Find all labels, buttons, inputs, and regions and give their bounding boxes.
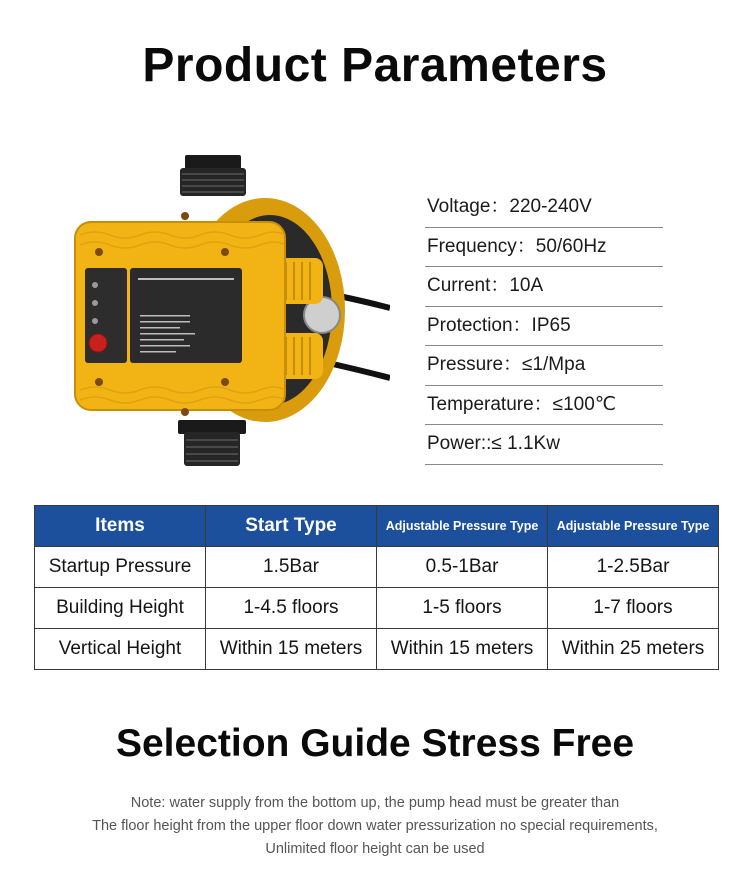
table-row [35, 588, 719, 629]
note-line: Unlimited floor height can be used [265, 841, 485, 857]
parameters-table [34, 505, 719, 670]
table-cell: 0.5-1Bar [377, 547, 548, 588]
table-cell: 1-4.5 floors [206, 588, 377, 629]
table-row [35, 547, 719, 588]
table-row [35, 629, 719, 670]
spec-list [425, 188, 663, 465]
table-cell: 1.5Bar [206, 547, 377, 588]
header-adjustable-type: Adjustable Pressure Type [548, 506, 719, 547]
note-text [0, 792, 750, 861]
table-cell: Building Height [35, 588, 206, 629]
pressure-controller-image [60, 150, 390, 480]
table-cell: Vertical Height [35, 629, 206, 670]
table-cell: 1-2.5Bar [548, 547, 719, 588]
spec-pressure: Pressure：≤1/Mpa [425, 346, 663, 386]
table-cell: Startup Pressure [35, 547, 206, 588]
table-cell: 1-7 floors [548, 588, 719, 629]
spec-protection: Protection：IP65 [425, 307, 663, 347]
spec-temperature: Temperature：≤100℃ [425, 386, 663, 426]
table-header-row [35, 506, 719, 547]
spec-current: Current：10A [425, 267, 663, 307]
note-line: The floor height from the upper floor down water pressurization no special requirements, [92, 818, 658, 834]
header-adjustable-type: Adjustable Pressure Type [377, 506, 548, 547]
header-items: Items [35, 506, 206, 547]
table-cell: 1-5 floors [377, 588, 548, 629]
spec-frequency: Frequency：50/60Hz [425, 228, 663, 268]
section-subtitle: Selection Guide Stress Free [115, 722, 635, 765]
note-line: Note: water supply from the bottom up, the pump head must be greater than [130, 795, 620, 811]
spec-power: Power::≤ 1.1Kw [425, 425, 663, 465]
page-title: Product Parameters [142, 39, 608, 92]
table-cell: Within 15 meters [377, 629, 548, 670]
header-start-type: Start Type [206, 506, 377, 547]
table-cell: Within 25 meters [548, 629, 719, 670]
spec-voltage: Voltage：220-240V [425, 188, 663, 228]
table-cell: Within 15 meters [206, 629, 377, 670]
